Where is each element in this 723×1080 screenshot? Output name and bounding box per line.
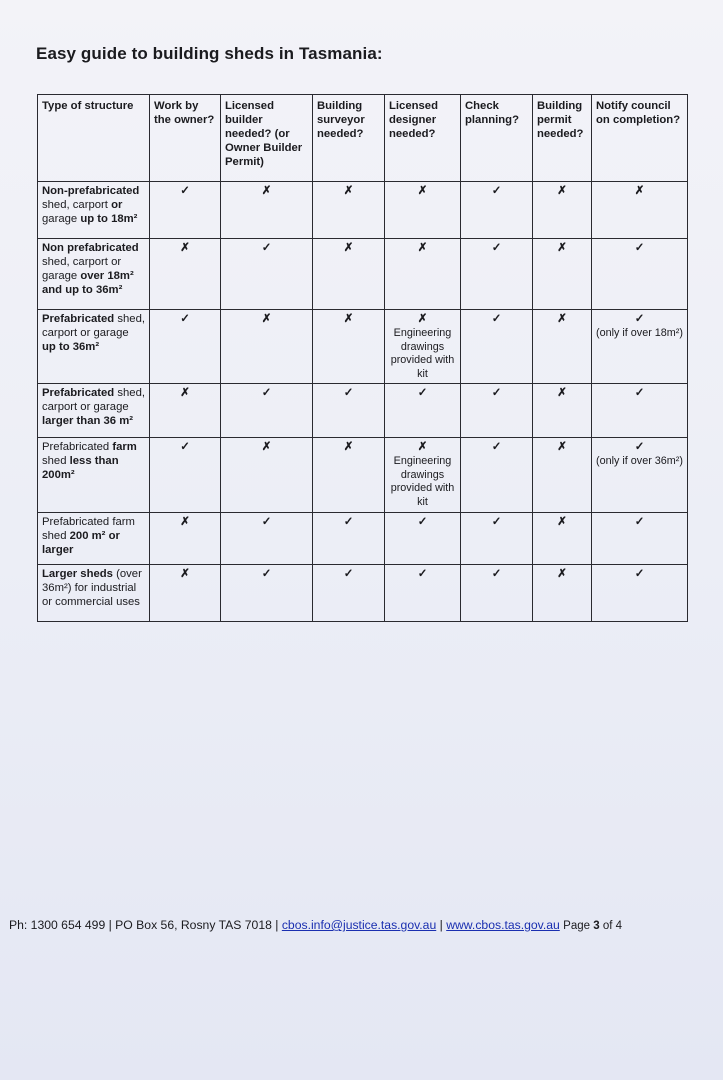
footer-contact: Ph: 1300 654 499 | PO Box 56, Rosny TAS 7018 | bbox=[9, 918, 282, 932]
requirement-cell bbox=[592, 438, 688, 513]
table-row bbox=[38, 310, 688, 384]
header-planning: Check planning? bbox=[461, 95, 533, 182]
requirement-cell bbox=[150, 310, 221, 384]
requirement-cell bbox=[592, 513, 688, 565]
header-builder: Licensed builder needed? (or Owner Builder Permit) bbox=[221, 95, 313, 182]
requirement-cell bbox=[313, 513, 385, 565]
requirement-cell bbox=[150, 565, 221, 622]
requirement-cell bbox=[461, 384, 533, 438]
cross-mark-icon: ✗ bbox=[417, 242, 428, 254]
table-row bbox=[38, 182, 688, 239]
shed-guide-table bbox=[37, 94, 688, 622]
table-header-row bbox=[38, 95, 688, 182]
structure-type-text: Larger sheds bbox=[42, 568, 113, 580]
requirement-cell bbox=[313, 239, 385, 310]
requirement-cell bbox=[592, 239, 688, 310]
requirement-cell bbox=[533, 438, 592, 513]
structure-type-cell bbox=[38, 182, 150, 239]
structure-type-text: Non-prefabricated bbox=[42, 185, 140, 197]
cross-mark-icon: ✗ bbox=[417, 185, 428, 197]
cross-mark-icon: ✗ bbox=[634, 185, 645, 197]
requirement-cell bbox=[150, 438, 221, 513]
page-prefix: Page bbox=[563, 920, 594, 932]
check-mark-icon: ✓ bbox=[343, 387, 354, 399]
structure-type-cell bbox=[38, 384, 150, 438]
cross-mark-icon: ✗ bbox=[557, 568, 567, 580]
table-row bbox=[38, 565, 688, 622]
requirement-cell bbox=[533, 513, 592, 565]
check-mark-icon: ✓ bbox=[491, 441, 502, 453]
cross-mark-icon: ✗ bbox=[343, 185, 354, 197]
requirement-cell bbox=[313, 565, 385, 622]
page-title: Easy guide to building sheds in Tasmania: bbox=[36, 44, 383, 63]
requirement-cell bbox=[385, 565, 461, 622]
requirement-cell bbox=[533, 182, 592, 239]
cross-mark-icon: ✗ bbox=[557, 441, 567, 453]
table-body bbox=[38, 182, 688, 622]
check-mark-icon: ✓ bbox=[634, 568, 645, 580]
requirement-cell bbox=[461, 182, 533, 239]
structure-type-text: shed, carport or garage bbox=[42, 256, 122, 282]
check-mark-icon: ✓ bbox=[491, 516, 502, 528]
structure-type-text: up to 36m² bbox=[42, 341, 100, 353]
requirement-cell bbox=[221, 438, 313, 513]
requirement-cell bbox=[313, 384, 385, 438]
cross-mark-icon: ✗ bbox=[343, 313, 354, 325]
page-suffix: of 4 bbox=[599, 920, 623, 932]
page-current: 3 bbox=[593, 920, 600, 932]
cross-mark-icon: ✗ bbox=[261, 313, 272, 325]
cross-mark-icon: ✗ bbox=[557, 387, 567, 399]
cross-mark-icon: ✗ bbox=[180, 387, 190, 399]
requirement-cell bbox=[592, 565, 688, 622]
structure-type-text: shed, carport or garage bbox=[42, 387, 145, 413]
header-type: Type of structure bbox=[38, 95, 150, 182]
requirement-cell bbox=[592, 182, 688, 239]
cross-mark-icon: ✗ bbox=[417, 441, 428, 453]
cross-mark-icon: ✗ bbox=[180, 516, 190, 528]
structure-type-cell bbox=[38, 513, 150, 565]
table-row bbox=[38, 384, 688, 438]
requirement-cell bbox=[385, 182, 461, 239]
requirement-cell bbox=[533, 565, 592, 622]
requirement-note: Engineering drawings provided with kit bbox=[390, 455, 455, 508]
structure-type-text: shed bbox=[42, 455, 70, 467]
cross-mark-icon: ✗ bbox=[343, 242, 354, 254]
requirement-cell bbox=[150, 384, 221, 438]
check-mark-icon: ✓ bbox=[491, 313, 502, 325]
requirement-cell bbox=[221, 239, 313, 310]
footer bbox=[9, 918, 622, 932]
requirement-cell bbox=[385, 513, 461, 565]
structure-type-cell bbox=[38, 565, 150, 622]
requirement-cell bbox=[221, 182, 313, 239]
check-mark-icon: ✓ bbox=[180, 313, 190, 325]
structure-type-cell bbox=[38, 310, 150, 384]
table-row bbox=[38, 239, 688, 310]
footer-email-link[interactable]: cbos.info@justice.tas.gov.au bbox=[281, 918, 437, 932]
requirement-cell bbox=[592, 310, 688, 384]
requirement-cell bbox=[150, 239, 221, 310]
structure-type-text: shed, carport bbox=[42, 199, 112, 211]
structure-type-text: or bbox=[111, 199, 123, 211]
header-designer: Licensed designer needed? bbox=[385, 95, 461, 182]
check-mark-icon: ✓ bbox=[491, 568, 502, 580]
check-mark-icon: ✓ bbox=[261, 242, 272, 254]
check-mark-icon: ✓ bbox=[343, 516, 354, 528]
check-mark-icon: ✓ bbox=[491, 242, 502, 254]
footer-separator: | bbox=[436, 918, 447, 932]
requirement-cell bbox=[461, 310, 533, 384]
table-row bbox=[38, 438, 688, 513]
cross-mark-icon: ✗ bbox=[261, 185, 272, 197]
requirement-cell bbox=[313, 310, 385, 384]
requirement-note: (only if over 18m²) bbox=[596, 327, 683, 339]
cross-mark-icon: ✗ bbox=[417, 313, 428, 325]
requirement-cell bbox=[461, 239, 533, 310]
requirement-cell bbox=[461, 565, 533, 622]
requirement-cell bbox=[385, 310, 461, 384]
cross-mark-icon: ✗ bbox=[343, 441, 354, 453]
requirement-cell bbox=[313, 182, 385, 239]
structure-type-text: farm bbox=[112, 441, 137, 453]
check-mark-icon: ✓ bbox=[261, 568, 272, 580]
cross-mark-icon: ✗ bbox=[557, 313, 567, 325]
check-mark-icon: ✓ bbox=[261, 387, 272, 399]
check-mark-icon: ✓ bbox=[180, 185, 190, 197]
requirement-cell bbox=[313, 438, 385, 513]
check-mark-icon: ✓ bbox=[634, 242, 645, 254]
structure-type-text: garage bbox=[42, 213, 81, 225]
structure-type-text: Prefabricated bbox=[42, 313, 115, 325]
cross-mark-icon: ✗ bbox=[557, 516, 567, 528]
requirement-note: Engineering drawings provided with kit bbox=[390, 327, 455, 380]
structure-type-text: Non prefabricated bbox=[42, 242, 139, 254]
structure-type-text: less than 200m² bbox=[42, 455, 119, 481]
requirement-cell bbox=[221, 513, 313, 565]
check-mark-icon: ✓ bbox=[417, 387, 428, 399]
check-mark-icon: ✓ bbox=[634, 387, 645, 399]
check-mark-icon: ✓ bbox=[491, 387, 502, 399]
requirement-note: (only if over 36m²) bbox=[596, 455, 683, 467]
requirement-cell bbox=[385, 384, 461, 438]
structure-type-cell bbox=[38, 239, 150, 310]
check-mark-icon: ✓ bbox=[180, 441, 190, 453]
cross-mark-icon: ✗ bbox=[180, 242, 190, 254]
requirement-cell bbox=[150, 513, 221, 565]
requirement-cell bbox=[385, 438, 461, 513]
requirement-cell bbox=[221, 310, 313, 384]
structure-type-cell bbox=[38, 438, 150, 513]
page-number bbox=[563, 920, 622, 932]
cross-mark-icon: ✗ bbox=[261, 441, 272, 453]
structure-type-text: Prefabricated bbox=[42, 387, 115, 399]
check-mark-icon: ✓ bbox=[417, 568, 428, 580]
structure-type-text: 200 m² or larger bbox=[42, 530, 120, 556]
requirement-cell bbox=[533, 239, 592, 310]
check-mark-icon: ✓ bbox=[634, 313, 645, 325]
requirement-cell bbox=[533, 384, 592, 438]
structure-type-text: over 18m² and up to 36m² bbox=[42, 270, 134, 296]
check-mark-icon: ✓ bbox=[634, 441, 645, 453]
header-surveyor: Building surveyor needed? bbox=[313, 95, 385, 182]
structure-type-text: Prefabricated bbox=[42, 441, 113, 453]
requirement-cell bbox=[461, 513, 533, 565]
check-mark-icon: ✓ bbox=[491, 185, 502, 197]
footer-website-link[interactable]: www.cbos.tas.gov.au bbox=[446, 918, 560, 932]
cross-mark-icon: ✗ bbox=[557, 185, 567, 197]
requirement-cell bbox=[221, 384, 313, 438]
structure-type-text: larger than 36 m² bbox=[42, 415, 134, 427]
header-permit: Building permit needed? bbox=[533, 95, 592, 182]
cross-mark-icon: ✗ bbox=[557, 242, 567, 254]
structure-type-text: up to 18m² bbox=[80, 213, 138, 225]
check-mark-icon: ✓ bbox=[261, 516, 272, 528]
check-mark-icon: ✓ bbox=[634, 516, 645, 528]
requirement-cell bbox=[221, 565, 313, 622]
requirement-cell bbox=[461, 438, 533, 513]
requirement-cell bbox=[592, 384, 688, 438]
header-notify: Notify council on completion? bbox=[592, 95, 688, 182]
structure-type-text: shed, carport or garage bbox=[42, 313, 145, 339]
check-mark-icon: ✓ bbox=[417, 516, 428, 528]
structure-type-text: (over 36m²) for industrial or commercial uses bbox=[42, 568, 142, 608]
requirement-cell bbox=[150, 182, 221, 239]
cross-mark-icon: ✗ bbox=[180, 568, 190, 580]
structure-type-text: Prefabricated farm shed bbox=[42, 516, 135, 542]
check-mark-icon: ✓ bbox=[343, 568, 354, 580]
requirement-cell bbox=[533, 310, 592, 384]
requirement-cell bbox=[385, 239, 461, 310]
header-owner: Work by the owner? bbox=[150, 95, 221, 182]
table-row bbox=[38, 513, 688, 565]
